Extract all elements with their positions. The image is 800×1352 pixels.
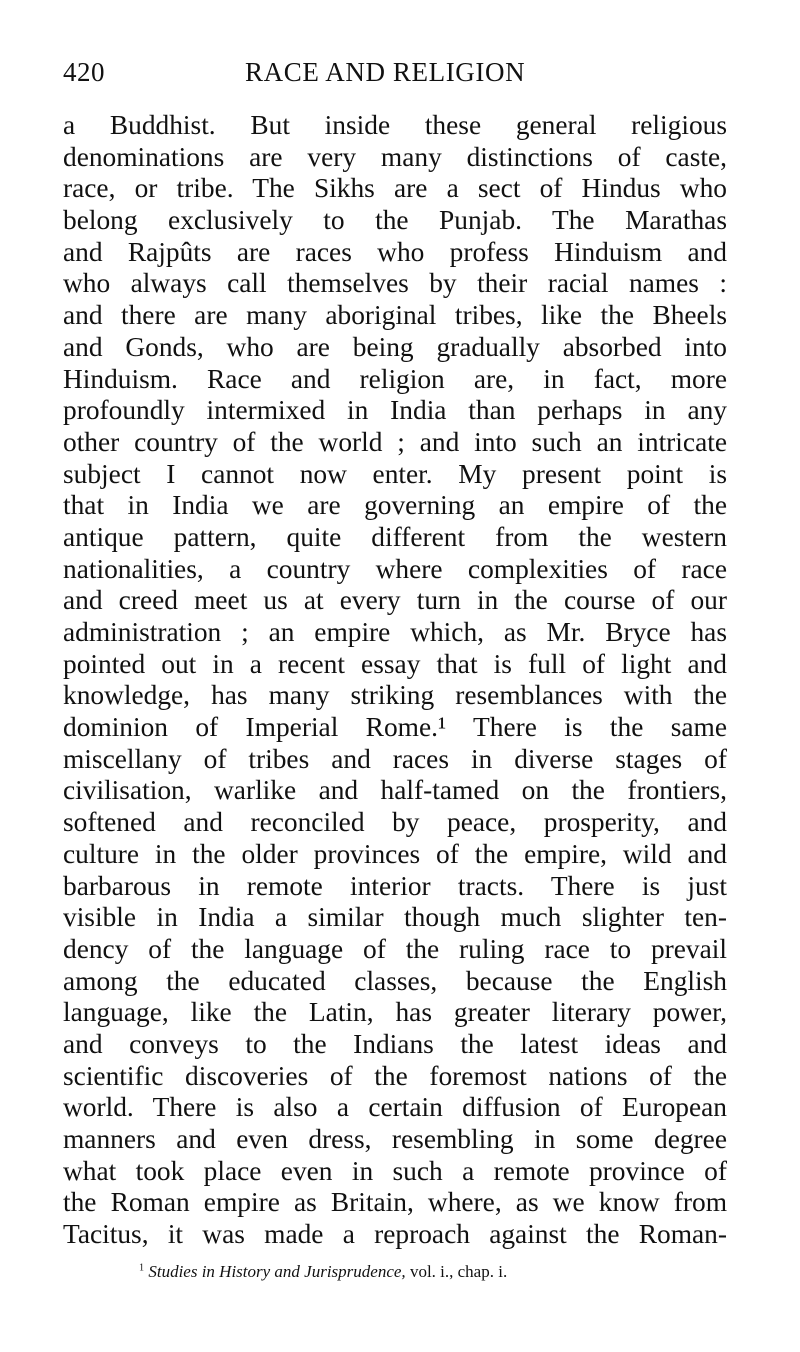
- page-number: 420: [63, 57, 105, 87]
- text-line: and conveys to the Indians the latest ideas and: [63, 1028, 727, 1059]
- text-line: miscellany of tribes and races in diverse stages of: [63, 743, 727, 774]
- text-line: and creed meet us at every turn in the course of our: [63, 585, 727, 616]
- text-line: dency of the language of the ruling race to prevail: [63, 933, 727, 964]
- text-line: culture in the older provinces of the empire, wild and: [63, 838, 727, 869]
- text-line: antique pattern, quite different from the western: [63, 521, 727, 552]
- footnote-marker: 1: [139, 1262, 145, 1274]
- text-line: civilisation, warlike and half-tamed on the frontiers,: [63, 775, 727, 806]
- text-line: world. There is also a certain diffusion of European: [63, 1092, 727, 1123]
- text-line: the Roman empire as Britain, where, as we know from: [63, 1187, 727, 1218]
- text-line: Hinduism. Race and religion are, in fact, more: [63, 363, 727, 394]
- text-line: other country of the world ; and into such an intricate: [63, 426, 727, 457]
- text-line: scientific discoveries of the foremost nations of the: [63, 1060, 727, 1091]
- running-head: [63, 52, 727, 92]
- text-line: what took place even in such a remote province of: [63, 1155, 727, 1186]
- footnote: [63, 1260, 727, 1284]
- book-page: [63, 52, 727, 1284]
- text-line: barbarous in remote interior tracts. There is just: [63, 870, 727, 901]
- text-line: pointed out in a recent essay that is full of light and: [63, 648, 727, 679]
- running-title: RACE AND RELIGION: [245, 57, 526, 87]
- body-text: [63, 110, 727, 1251]
- text-line: race, or tribe. The Sikhs are a sect of Hindus who: [63, 173, 727, 204]
- text-line: knowledge, has many striking resemblances with the: [63, 680, 727, 711]
- text-line: among the educated classes, because the English: [63, 965, 727, 996]
- text-line: manners and even dress, resembling in some degree: [63, 1124, 727, 1154]
- text-line: and there are many aboriginal tribes, like the Bheels: [63, 300, 727, 331]
- text-line: dominion of Imperial Rome.¹ There is the same: [63, 712, 727, 743]
- text-line: and Gonds, who are being gradually absorbed into: [63, 331, 727, 362]
- text-line: subject I cannot now enter. My present point is: [63, 458, 727, 489]
- text-line: denominations are very many distinctions of caste,: [63, 141, 727, 172]
- text-line: visible in India a similar though much slighter ten-: [63, 902, 727, 933]
- footnote-work-title: Studies in History and Jurisprudence,: [148, 1261, 406, 1281]
- text-line: nationalities, a country where complexities of race: [63, 553, 727, 584]
- text-line: and Rajpûts are races who profess Hinduism and: [63, 236, 727, 267]
- text-line: administration ; an empire which, as Mr. Bryce has: [63, 617, 727, 647]
- text-line: softened and reconciled by peace, prosperity, and: [63, 807, 727, 838]
- text-line: Tacitus, it was made a reproach against the Roman-: [63, 1219, 727, 1250]
- text-line: language, like the Latin, has greater literary power,: [63, 997, 727, 1028]
- text-line: belong exclusively to the Punjab. The Marathas: [63, 205, 727, 236]
- text-line: who always call themselves by their racial names :: [63, 268, 727, 299]
- text-line: a Buddhist. But inside these general religious: [63, 110, 727, 140]
- text-line: that in India we are governing an empire of the: [63, 490, 727, 521]
- text-line: profoundly intermixed in India than perhaps in any: [63, 395, 727, 426]
- footnote-citation: vol. i., chap. i.: [405, 1261, 508, 1281]
